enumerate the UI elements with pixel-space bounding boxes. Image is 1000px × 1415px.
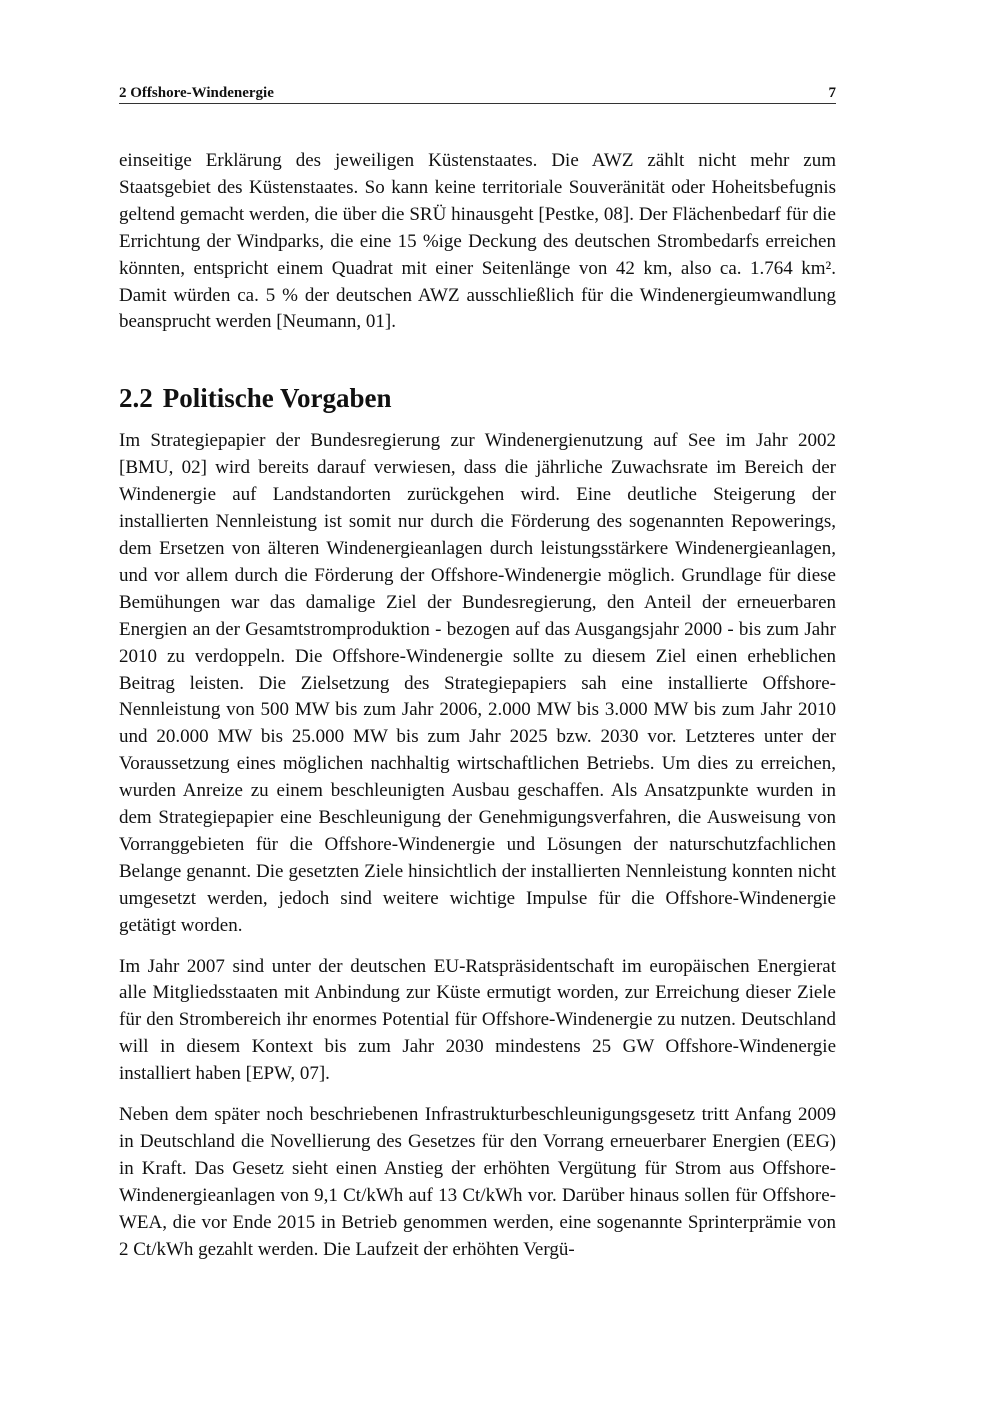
section-number: 2.2	[119, 383, 153, 414]
paragraph-eeg-novellierung: Neben dem später noch beschriebenen Infrastrukturbeschleunigungsgesetz tritt Anfang 2009 in Deutschland die Novellierung des Gesetzes für den Vorrang erneuerbarer Energien (EEG) in Kraft. Das Gesetz sieht einen Anstieg der erhöhten Vergütung für Strom aus Offshore-Windenergieanlagen von 9,1 Ct/kWh auf 13 Ct/kWh vor. Darüber hinaus sollen für Offshore-WEA, die vor Ende 2015 in Betrieb genommen werden, eine sogenannte Sprinterprämie von 2 Ct/kWh gezahlt werden. Die Laufzeit der erhöhten Vergü-	[119, 1104, 836, 1260]
body-text	[119, 148, 836, 1264]
section-heading	[119, 382, 836, 414]
document-page	[119, 84, 836, 1264]
chapter-title: 2 Offshore-Windenergie	[119, 85, 274, 101]
running-header	[119, 84, 836, 104]
page-number: 7	[828, 85, 836, 101]
paragraph-awz-flaechenbedarf: einseitige Erklärung des jeweiligen Küstenstaates. Die AWZ zählt nicht mehr zum Staatsgebiet des Küstenstaates. So kann keine territoriale Souveränität oder Hoheitsbefugnis geltend gemacht werden, die über die SRÜ hinausgeht [Pestke, 08]. Der Flächenbedarf für die Errichtung der Windparks, die eine 15 %ige Deckung des deutschen Strombedarfs erreichen könnten, entspricht einem Quadrat mit einer Seitenlänge von 42 km, also ca. 1.764 km². Damit würden ca. 5 % der deutschen AWZ ausschließlich für die Windenergieumwandlung beansprucht werden [Neumann, 01].	[119, 150, 836, 333]
section-title: Politische Vorgaben	[162, 383, 392, 414]
paragraph-strategiepapier: Im Strategiepapier der Bundesregierung zur Windenergienutzung auf See im Jahr 2002 [BMU, 02] wird bereits darauf verwiesen, dass die jährliche Zuwachsrate im Bereich der Windenergie auf Landstandorten zurückgehen wird. Eine deutliche Steigerung der installierten Nennleistung ist somit nur durch die Förderung des sogenannten Repowerings, dem Ersetzen von älteren Windenergieanlagen durch leistungsstärkere Windenergieanlagen, und vor allem durch die Förderung der Offshore-Windenergie möglich. Grundlage für diese Bemühungen war das damalige Ziel der Bundesregierung, den Anteil der erneuerbaren Energien an der Gesamtstromproduktion - bezogen auf das Ausgangsjahr 2000 - bis zum Jahr 2010 zu verdoppeln. Die Offshore-Windenergie sollte zu diesem Ziel einen erheblichen Beitrag leisten. Die Zielsetzung des Strategiepapiers sah eine installierte Offshore-Nennleistung von 500 MW bis zum Jahr 2006, 2.000 MW bis 3.000 MW bis zum Jahr 2010 und 20.000 MW bis 25.000 MW bis zum Jahr 2025 bzw. 2030 vor. Letzteres unter der Voraussetzung eines möglichen nachhaltig wirtschaftlichen Betriebs. Um dies zu erreichen, wurden Anreize zu einem beschleunigten Ausbau geschaffen. Als Ansatzpunkte wurden in dem Strategiepapier eine Beschleunigung der Genehmigungsverfahren, die Ausweisung von Vorranggebieten für die Offshore-Windenergie und Lösungen der naturschutzfachlichen Belange genannt. Die gesetzten Ziele hinsichtlich der installierten Nennleistung konnten nicht umgesetzt werden, jedoch sind weitere wichtige Impulse für die Offshore-Windenergie getätigt worden.	[119, 430, 836, 936]
paragraph-eu-ratspraesidentschaft: Im Jahr 2007 sind unter der deutschen EU-Ratspräsidentschaft im europäischen Energierat alle Mitgliedsstaaten mit Anbindung zur Küste ermutigt worden, zur Erreichung dieser Ziele für den Strombereich ihr enormes Potential für Offshore-Windenergie zu nutzen. Deutschland will in diesem Kontext bis zum Jahr 2030 mindestens 25 GW Offshore-Windenergie installiert haben [EPW, 07].	[119, 955, 836, 1085]
